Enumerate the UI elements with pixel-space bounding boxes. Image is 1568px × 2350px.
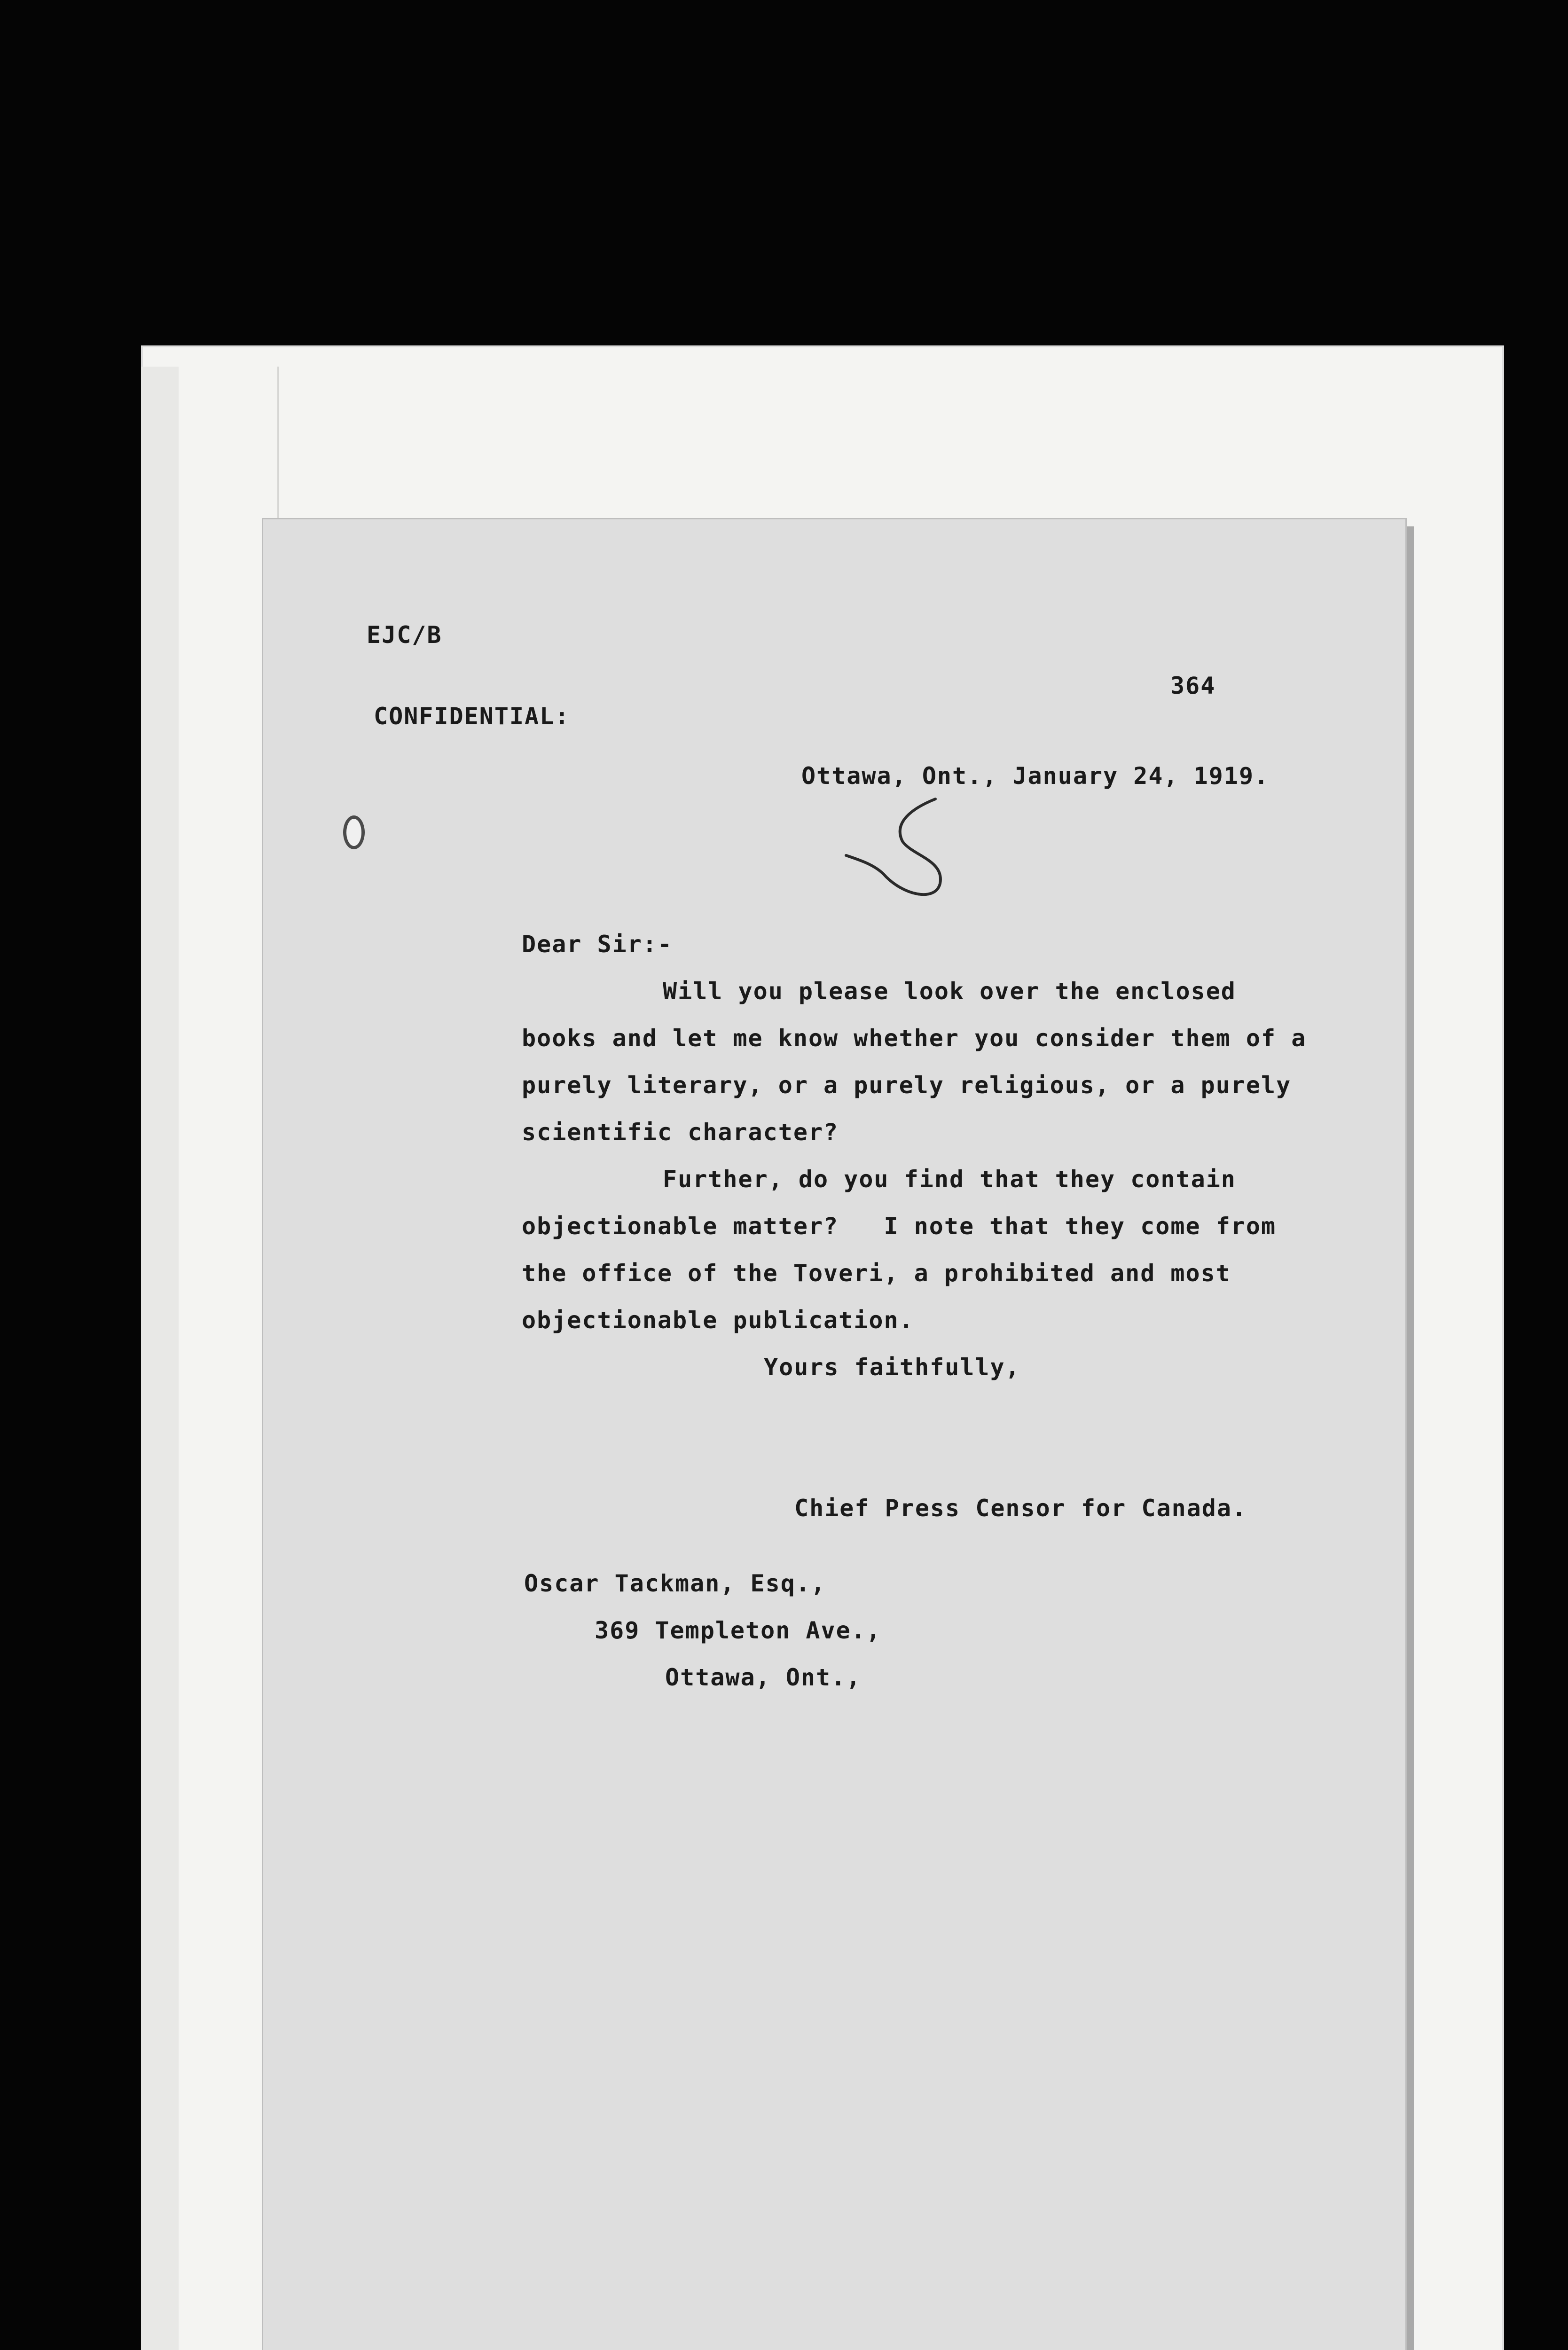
closing: Yours faithfully, [764, 1354, 1020, 1381]
letter-sheet [263, 519, 1405, 2350]
salutation: Dear Sir:- [522, 931, 673, 958]
body-line-1: Will you please look over the enclosed [663, 978, 1236, 1005]
handwritten-mark-icon [841, 790, 964, 912]
body-line-4: scientific character? [522, 1119, 839, 1146]
body-line-5: Further, do you find that they contain [663, 1166, 1236, 1193]
body-line-8: objectionable publication. [522, 1307, 914, 1334]
sheet-shadow-edge [1405, 526, 1414, 2350]
body-line-6: objectionable matter? I note that they come from [522, 1213, 1277, 1240]
body-line-3: purely literary, or a purely religious, or a purely [522, 1072, 1292, 1099]
recipient-city: Ottawa, Ont., [665, 1664, 862, 1691]
punch-hole-icon [343, 815, 365, 849]
mount-left-margin [141, 367, 179, 2350]
body-line-7: the office of the Toveri, a prohibited and most [522, 1260, 1231, 1287]
body-line-2: books and let me know whether you consider them of a [522, 1025, 1307, 1052]
recipient-street: 369 Templeton Ave., [595, 1617, 881, 1644]
recipient-name: Oscar Tackman, Esq., [524, 1570, 826, 1597]
confidential-heading: CONFIDENTIAL: [374, 703, 570, 730]
dateline: Ottawa, Ont., January 24, 1919. [801, 762, 1270, 790]
page-number: 364 [1170, 672, 1216, 699]
letter-initials: EJC/B [367, 621, 442, 649]
signature-title: Chief Press Censor for Canada. [794, 1495, 1247, 1522]
